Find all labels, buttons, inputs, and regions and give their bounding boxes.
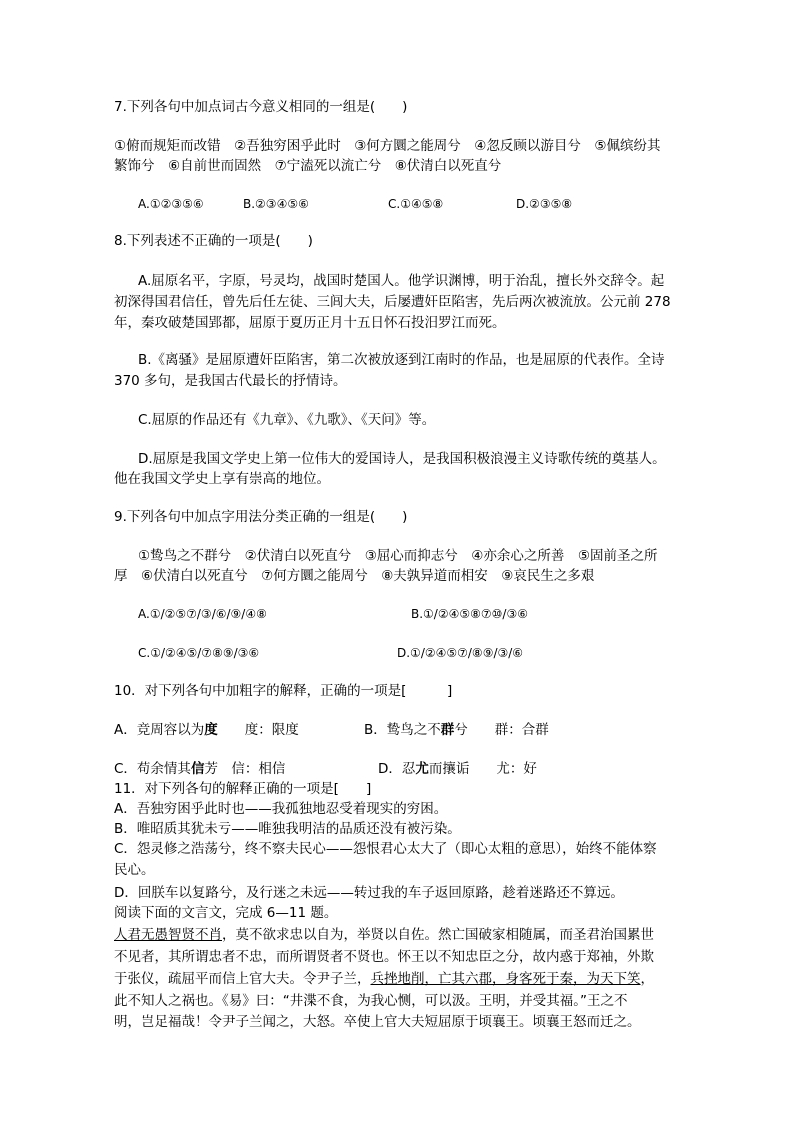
q7-option-a: A.①②③⑤⑥ — [138, 197, 204, 211]
q9-option-b: B.①/②④⑤⑧⑦⑩/③⑥ — [411, 607, 528, 621]
q7-option-b: B.②③④⑤⑥ — [243, 197, 309, 211]
q10-c-bold: 信 — [190, 761, 205, 777]
q11-option-b: B．唯昭质其犹未亏——唯独我明洁的品质还没有被污染。 — [114, 821, 461, 837]
q10-a-bold: 度 — [204, 722, 218, 738]
q11-option-a: A．吾独穷困乎此时也——我孤独地忍受着现实的穷困。 — [114, 801, 448, 817]
q8-option-a-line3: 年，秦攻破楚国郢都，屈原于夏历正月十五日怀石投汨罗江而死。 — [114, 315, 506, 331]
q10-b-bold: 群 — [440, 722, 455, 738]
q10-a-post: 度：限度 — [217, 722, 299, 738]
q9-items-line1: ①鸷鸟之不群兮 ②伏清白以死直兮 ③屈心而抑志兮 ④亦余心之所善 ⑤固前圣之所 — [138, 548, 658, 564]
passage-underline-2: 兵挫地削，亡其六郡，身客死于秦，为天下笑 — [370, 971, 641, 987]
passage-line3-post: ， — [640, 971, 654, 987]
q8-option-d-line1: D.屈原是我国文学史上第一位伟大的爱国诗人，是我国积极浪漫主义诗歌传统的奠基人。 — [138, 451, 666, 467]
q7-title: 7.下列各句中加点词古今意义相同的一组是( ) — [114, 99, 408, 115]
passage-line4: 此不知人之祸也。《易》曰：“井渫不食，为我心恻，可以汲。王明，并受其福。”王之不 — [114, 993, 628, 1009]
passage-line5: 明，岂足福哉！令尹子兰闻之，大怒。卒使上官大夫短屈原于顷襄王。顷襄王怒而迁之。 — [114, 1014, 641, 1030]
q10-option-b — [364, 720, 549, 740]
q9-option-a: A.①/②⑤⑦/③/⑥/⑨/④⑧ — [138, 607, 267, 621]
q8-option-a-line2: 初深得国君信任，曾先后任左徒、三闾大夫，后屡遭奸臣陷害，先后两次被流放。公元前 278 — [114, 294, 671, 310]
passage-underline-1: 人君无愚智贤不肖 — [114, 927, 222, 943]
q10-b-post: 兮 群：合群 — [454, 722, 549, 738]
q11-option-c-line1: C．怨灵修之浩荡兮，终不察夫民心——怨恨君心太大了（即心太粗的意思），始终不能体察 — [114, 841, 657, 857]
q9-option-c: C.①/②④⑤/⑦⑧⑨/③⑥ — [138, 646, 260, 660]
q10-d-pre: D．忍 — [378, 761, 416, 777]
reading-intro: 阅读下面的文言文，完成 6—11 题。 — [114, 905, 338, 921]
q8-option-d-line2: 他在我国文学史上享有崇高的地位。 — [114, 471, 330, 487]
q7-items-line2: 繁饰兮 ⑥自前世而固然 ⑦宁溘死以流亡兮 ⑧伏清白以死直兮 — [114, 158, 502, 174]
q9-title: 9.下列各句中加点字用法分类正确的一组是( ) — [114, 509, 408, 525]
passage-line1-rest: ，莫不欲求忠以自为，举贤以自佐。然亡国破家相随属，而圣君治国累世 — [222, 927, 654, 943]
q8-option-c: C.屈原的作品还有《九章》、《九歌》、《天问》等。 — [138, 412, 436, 428]
q9-items-line2: 厚 ⑥伏清白以死直兮 ⑦何方圜之能周兮 ⑧夫孰异道而相安 ⑨哀民生之多艰 — [114, 568, 595, 584]
q10-c-pre: C．苟余情其 — [114, 761, 191, 777]
q11-option-c-line2: 民心。 — [114, 862, 155, 878]
q10-a-pre: A．竞周容以为 — [114, 722, 205, 738]
passage-line2: 不见者，其所谓忠者不忠，而所谓贤者不贤也。怀王以不知忠臣之分，故内惑于郑袖，外欺 — [114, 949, 654, 965]
q10-d-bold: 尤 — [415, 761, 429, 777]
q8-option-a-line1: A.屈原名平，字原，号灵均，战国时楚国人。他学识渊博，明于治乱，擅长外交辞令。起 — [138, 273, 665, 289]
q11-option-d: D．回朕车以复路兮，及行迷之未远——转过我的车子返回原路，趁着迷路还不算远。 — [114, 885, 624, 901]
q10-c-post: 芳 信：相信 — [204, 761, 286, 777]
passage-line3-pre: 于张仪，疏屈平而信上官大夫。令尹子兰， — [114, 971, 371, 987]
passage-line3 — [114, 969, 654, 989]
q8-option-b-line1: B.《离骚》是屈原遭奸臣陷害，第二次被放逐到江南时的作品，也是屈原的代表作。全诗 — [138, 352, 665, 368]
q10-title: 10．对下列各句中加粗字的解释，正确的一项是[ ] — [114, 683, 453, 699]
q11-title: 11．对下列各句的解释正确的一项是[ ] — [114, 781, 372, 797]
q10-option-d — [378, 759, 537, 779]
passage-line1 — [114, 925, 654, 945]
q7-option-c: C.①④⑤⑧ — [388, 197, 444, 211]
q9-option-d: D.①/②④⑤⑦/⑧⑨/③/⑥ — [397, 646, 524, 660]
q10-option-a — [114, 720, 299, 740]
q8-option-b-line2: 370 多句，是我国古代最长的抒情诗。 — [114, 373, 347, 389]
q10-option-c — [114, 759, 285, 779]
q7-items-line1: ①俯而规矩而改错 ②吾独穷困乎此时 ③何方圜之能周兮 ④忽反顾以游目兮 ⑤佩缤纷其 — [114, 138, 661, 154]
q10-d-post: 而攘诟 尤：好 — [428, 761, 537, 777]
q7-option-d: D.②③⑤⑧ — [516, 197, 573, 211]
q8-title: 8.下列表述不正确的一项是( ) — [114, 233, 313, 249]
q10-b-pre: B．鸷鸟之不 — [364, 722, 441, 738]
